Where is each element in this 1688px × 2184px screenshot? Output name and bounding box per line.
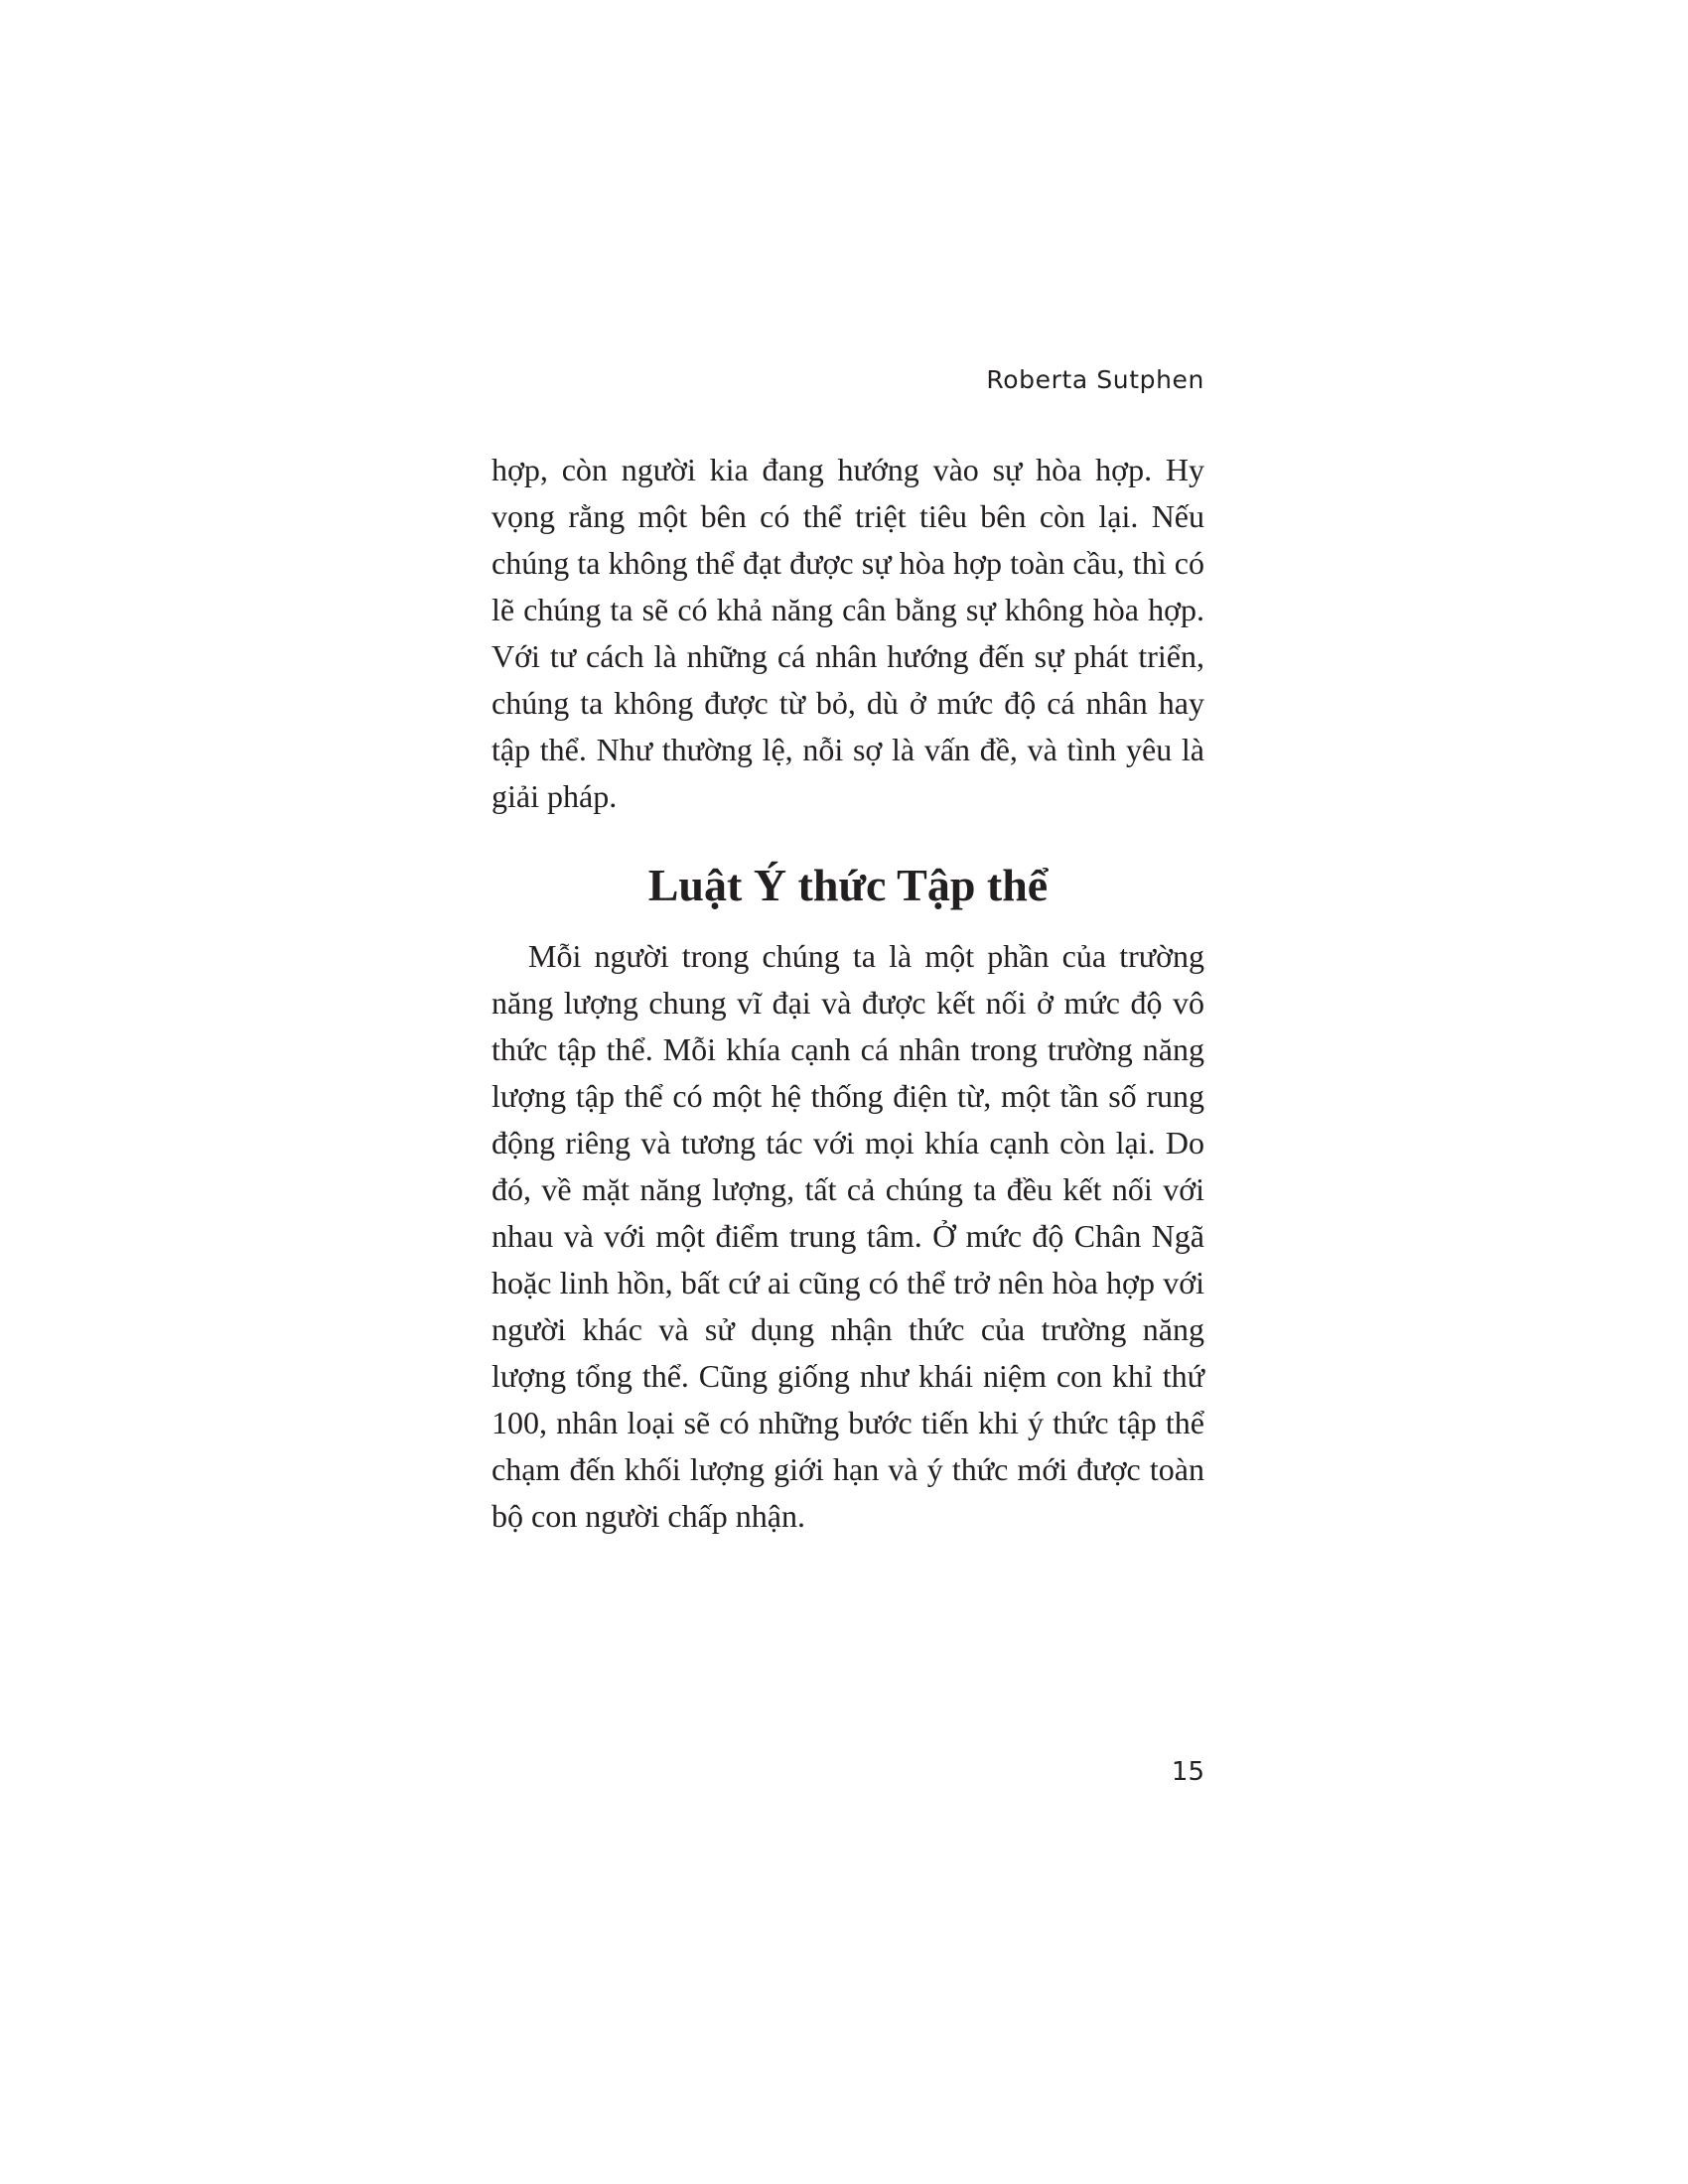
paragraph-text: hợp, còn người kia đang hướng vào sự hòa hợp. Hy vọng rằng một bên có thể triệt tiêu bên còn lại. Nếu chúng ta không thể đạt được sự hòa hợp toàn cầu, thì có lẽ chúng ta sẽ có khả năng cân bằng sự không hòa hợp. Với tư cách là những cá nhân hướng đến sự phát triển, chúng ta không được từ bỏ, dù ở mức độ cá nhân hay tập thể. Như thường lệ, nỗi sợ là vấn đề, và tình yêu là giải pháp. [492, 452, 1204, 814]
paragraph-section-body [492, 933, 1204, 1540]
page-number: 15 [1171, 1757, 1204, 1787]
running-header-author: Roberta Sutphen [986, 365, 1204, 394]
paragraph-continued [492, 447, 1204, 820]
section-heading: Luật Ý thức Tập thể [647, 860, 1049, 910]
paragraph-text: Mỗi người trong chúng ta là một phần của trường năng lượng chung vĩ đại và được kết nối ở mức độ vô thức tập thể. Mỗi khía cạnh cá nhân trong trường năng lượng tập thể có một hệ thống điện từ, một tần số rung động riêng và tương tác với mọi khía cạnh còn lại. Do đó, về mặt năng lượng, tất cả chúng ta đều kết nối với nhau và với một điểm trung tâm. Ở mức độ Chân Ngã hoặc linh hồn, bất cứ ai cũng có thể trở nên hòa hợp với người khác và sử dụng nhận thức của trường năng lượng tổng thể. Cũng giống như khái niệm con khỉ thứ 100, nhân loại sẽ có những bước tiến khi ý thức tập thể chạm đến khối lượng giới hạn và ý thức mới được toàn bộ con người chấp nhận. [492, 938, 1204, 1534]
